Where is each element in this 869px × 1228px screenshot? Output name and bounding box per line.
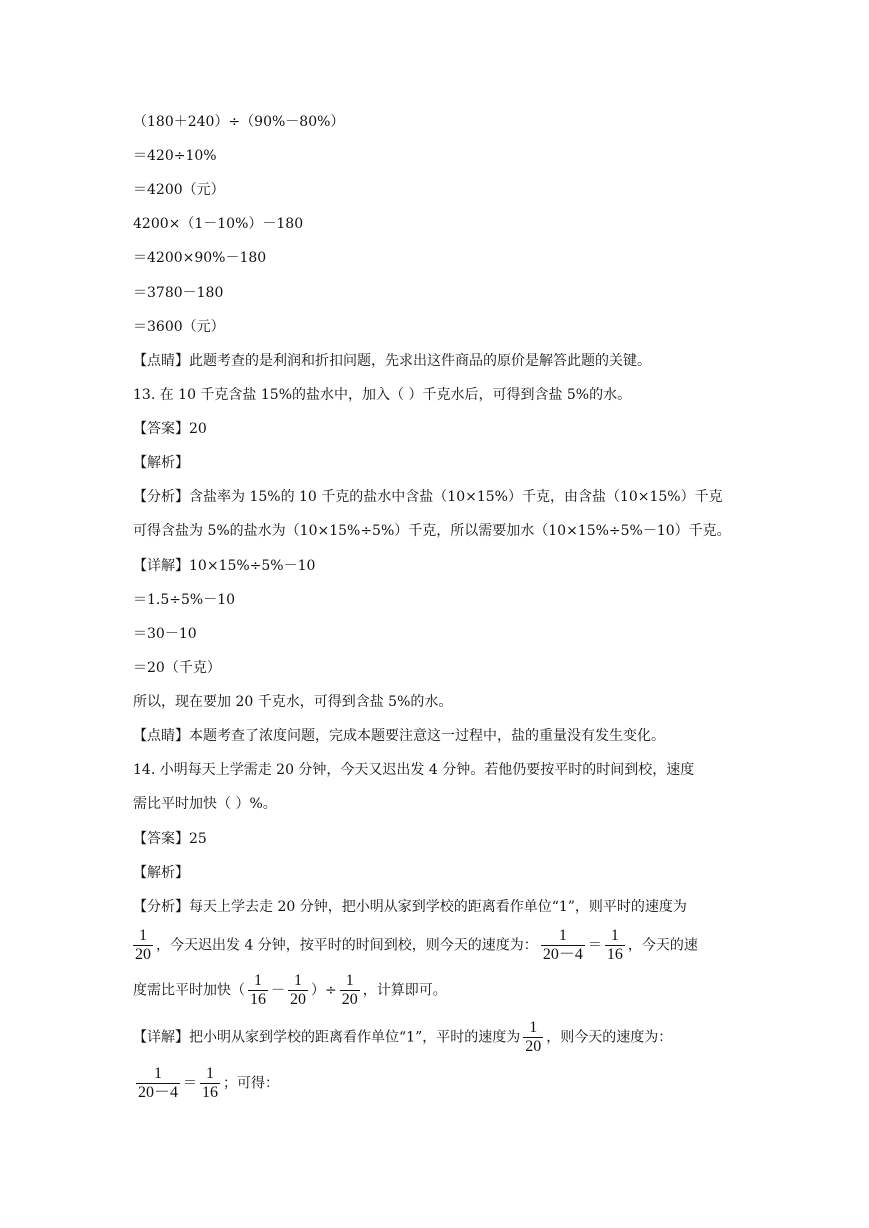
fraction-1-over-20-minus-4: $\frac{1}{20-4}$ (542, 927, 583, 963)
detail-14-line-2: $\frac{1}{20-4}$ ＝ $\frac{1}{16}$ ；可得： (138, 1065, 280, 1101)
detail-14-line-1: 【详解】把小明从家到学校的距离看作单位“1”，平时的速度为 $\frac{1}{20}$ ，则今天的速度为： (133, 1019, 673, 1055)
fraction-1-over-20-minus-4: $\frac{1}{20-4}$ (138, 1065, 179, 1101)
calc-line-6: ＝3780－180 (133, 285, 224, 301)
detail-13-line-1: 【详解】10×15%÷5%－10 (133, 558, 316, 574)
calc-line-5: ＝4200×90%－180 (133, 250, 267, 266)
fraction-1-over-20: $\frac{1}{20}$ (525, 1019, 542, 1055)
fraction-1-over-20: $\frac{1}{20}$ (341, 972, 358, 1008)
analysis-heading-13: 【解析】 (133, 455, 189, 471)
answer-14: 【答案】25 (133, 831, 207, 847)
comment-line-12: 【点睛】此题考查的是利润和折扣问题，先求出这件商品的原价是解答此题的关键。 (133, 353, 651, 369)
question-14-line-2: 需比平时加快（ ）%。 (133, 796, 277, 812)
question-13: 13. 在 10 千克含盐 15%的盐水中，加入（ ）千克水后，可得到含盐 5%的水。 (133, 387, 632, 403)
calc-line-7: ＝3600（元） (133, 319, 225, 335)
fraction-1-over-16: $\frac{1}{16}$ (606, 927, 623, 963)
fraction-1-over-20: $\frac{1}{20}$ (290, 972, 306, 1008)
question-14-line-1: 14. 小明每天上学需走 20 分钟，今天又迟出发 4 分钟。若他仍要按平时的时间到校，速度 (133, 762, 695, 778)
analysis-13-line-1: 【分析】含盐率为 15%的 10 千克的盐水中含盐（10×15%）千克，由含盐（10×15%）千克 (133, 489, 723, 505)
analysis-heading-14: 【解析】 (133, 865, 189, 881)
fraction-1-over-16: $\frac{1}{16}$ (250, 972, 266, 1008)
detail-13-line-3: ＝30－10 (133, 626, 197, 642)
conclusion-13: 所以，现在要加 20 千克水，可得到含盐 5%的水。 (133, 694, 453, 710)
fraction-1-over-16: $\frac{1}{16}$ (202, 1065, 219, 1101)
answer-13: 【答案】20 (133, 421, 207, 437)
calc-line-4: 4200×（1－10%）－180 (133, 216, 304, 232)
detail-13-line-2: ＝1.5÷5%－10 (133, 592, 236, 608)
analysis-13-line-2: 可得含盐为 5%的盐水为（10×15%÷5%）千克，所以需要加水（10×15%÷5%－10）千克。 (133, 523, 731, 539)
calc-line-2: ＝420÷10% (133, 148, 217, 164)
comment-13: 【点睛】本题考查了浓度问题，完成本题要注意这一过程中，盐的重量没有发生变化。 (133, 728, 665, 744)
analysis-14-line-1: 【分析】每天上学去走 20 分钟，把小明从家到学校的距离看作单位“1”，则平时的速度为 (133, 899, 687, 915)
calc-line-3: ＝4200（元） (133, 182, 225, 198)
analysis-14-line-2: $\frac{1}{20}$ ，今天迟出发 4 分钟，按平时的时间到校，则今天的速度为： $\frac{1}{20-4}$ ＝ $\frac{1}{16}$ ，今天的速 (135, 927, 698, 963)
analysis-14-line-3: 度需比平时加快（ $\frac{1}{16}$ － $\frac{1}{20}$ ）÷ $\frac{1}{20}$ ，计算即可。 (133, 972, 447, 1008)
fraction-1-over-20: $\frac{1}{20}$ (135, 927, 151, 963)
detail-13-line-4: ＝20（千克） (133, 660, 221, 676)
calc-line-1: （180＋240）÷（90%－80%） (133, 114, 345, 130)
